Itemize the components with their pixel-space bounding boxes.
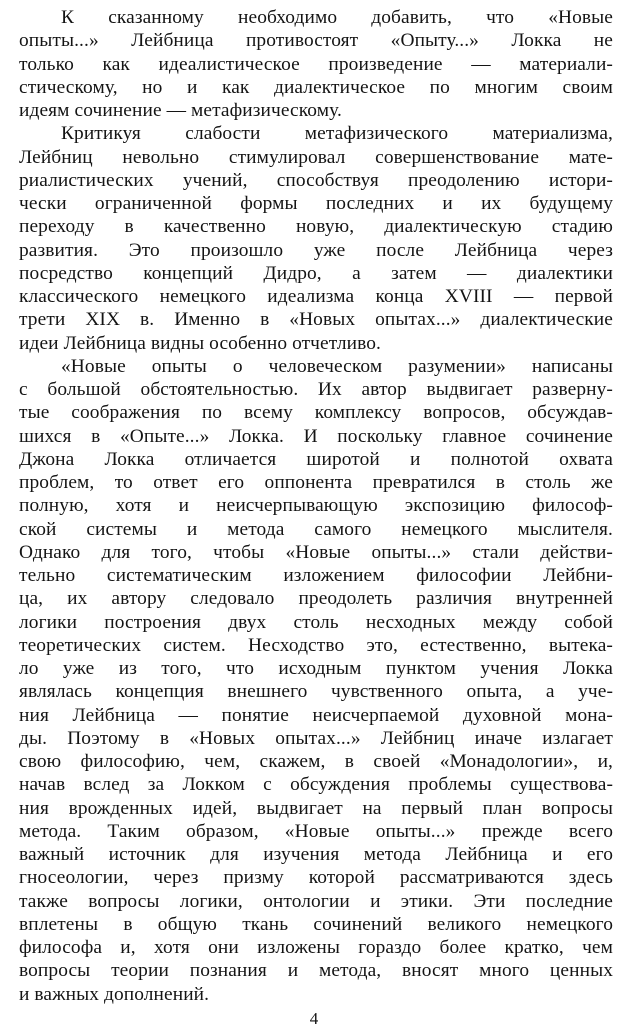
- text-line: метода. Таким образом, «Новые опыты...» прежде всего: [19, 820, 613, 842]
- page-number: 4: [309, 1009, 319, 1028]
- text-line: риалистических учений, способствуя преодолению истори-: [19, 169, 613, 191]
- text-line: идеи Лейбница видны особенно отчетливо.: [19, 332, 381, 354]
- text-line: свою философию, чем, скажем, в своей «Монадологии», и,: [19, 751, 613, 772]
- text-line: являлась концепция внешнего чувственного опыта, а уче-: [19, 681, 613, 703]
- text-line: К сказанному необходимо добавить, что «Новые: [61, 7, 613, 28]
- text-line: важный источник для изучения метода Лейбница и его: [19, 844, 613, 865]
- text-line: ния врожденных идей, выдвигает на первый план вопросы: [19, 797, 613, 819]
- paragraph-3: [19, 355, 613, 1006]
- text-line: ды. Поэтому в «Новых опытах...» Лейбниц иначе излагает: [19, 727, 613, 749]
- text-line: с большой обстоятельностью. Их автор выдвигает разверну-: [19, 379, 613, 400]
- text-line: начав вслед за Локком с обсуждения проблемы существова-: [19, 774, 613, 796]
- text-line: стическому, но и как диалектическое по многим своим: [19, 76, 613, 98]
- text-line: Критикуя слабости метафизического материализма,: [61, 123, 613, 145]
- text-line: гносеологии, через призму которой рассматриваются здесь: [19, 867, 613, 889]
- text-line: ния Лейбница — понятие неисчерпаемой духовной мона-: [19, 704, 613, 726]
- text-line: ца, их автору следовало преодолеть различия внутренней: [19, 588, 613, 610]
- text-line: чески ограниченной формы последних и их будущему: [19, 193, 613, 214]
- text-line: и важных дополнений.: [19, 983, 210, 1005]
- text-line: Однако для того, чтобы «Новые опыты...» стали действи-: [19, 541, 613, 563]
- text-line: переходу в качественно новую, диалектическую стадию: [19, 216, 613, 238]
- text-line: «Новые опыты о человеческом разумении» написаны: [61, 355, 613, 377]
- paragraph-1: [19, 6, 613, 122]
- text-line: теоретических систем. Несходство это, естественно, вытека-: [19, 634, 613, 656]
- text-line: трети XIX в. Именно в «Новых опытах...» диалектические: [19, 309, 613, 331]
- text-line: ской системы и метода самого немецкого мыслителя.: [19, 518, 613, 540]
- text-line: опыты...» Лейбница противостоят «Опыту...» Локка не: [19, 30, 613, 52]
- page-body: [19, 6, 613, 1006]
- text-line: полную, хотя и неисчерпывающую экспозицию философ-: [19, 495, 613, 517]
- text-line: ло уже из того, что исходным пунктом учения Локка: [19, 658, 613, 679]
- text-line: философа и, хотя они изложены гораздо более кратко, чем: [19, 937, 613, 958]
- text-line: Джона Локка отличается широтой и полнотой охвата: [19, 448, 613, 470]
- text-line: только как идеалистическое произведение — материали-: [19, 53, 613, 75]
- text-line: развития. Это произошло уже после Лейбница через: [19, 239, 613, 261]
- text-line: посредство концепций Дидро, а затем — диалектики: [19, 262, 613, 284]
- text-line: шихся в «Опыте...» Локка. И поскольку главное сочинение: [19, 425, 613, 447]
- text-line: Лейбниц невольно стимулировал совершенствование мате-: [19, 146, 613, 168]
- text-line: тые соображения по всему комплексу вопросов, обсуждав-: [19, 402, 613, 424]
- text-line: логики построения двух столь несходных между собой: [19, 611, 613, 633]
- text-line: также вопросы логики, онтологии и этики. Эти последние: [19, 890, 613, 912]
- text-line: проблем, то ответ его оппонента превратился в столь же: [19, 472, 613, 493]
- text-line: классического немецкого идеализма конца XVIII — первой: [19, 286, 613, 307]
- paragraph-2: [19, 122, 613, 355]
- text-line: вопросы теории познания и метода, вносят много ценных: [19, 960, 613, 982]
- text-line: вплетены в общую ткань сочинений великого немецкого: [19, 913, 613, 935]
- text-line: идеям сочинение — метафизическому.: [19, 100, 342, 121]
- text-line: тельно систематическим изложением философии Лейбни-: [19, 565, 613, 586]
